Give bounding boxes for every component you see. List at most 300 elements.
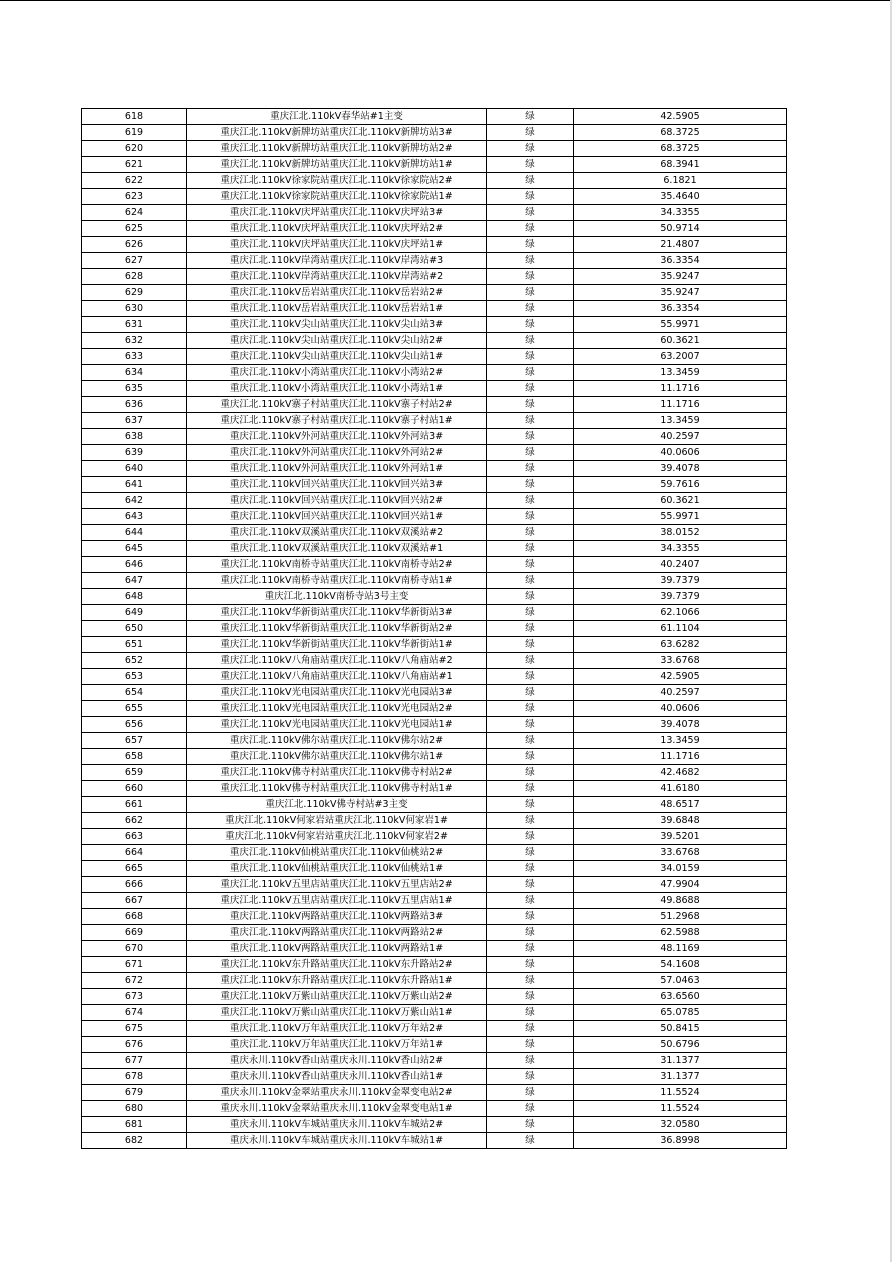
row-number-cell: 650 — [82, 621, 187, 637]
status-color-cell: 绿 — [487, 861, 574, 877]
table-row — [82, 1101, 787, 1117]
table-row — [82, 301, 787, 317]
row-number-cell: 654 — [82, 685, 187, 701]
row-number-cell: 656 — [82, 717, 187, 733]
row-number-cell: 618 — [82, 109, 187, 125]
value-cell: 48.1169 — [574, 941, 787, 957]
table-row — [82, 477, 787, 493]
value-cell: 42.5905 — [574, 109, 787, 125]
status-color-cell: 绿 — [487, 893, 574, 909]
row-number-cell: 679 — [82, 1085, 187, 1101]
station-name-cell: 重庆江北.110kV尖山站重庆江北.110kV尖山站2# — [187, 333, 487, 349]
value-cell: 40.0606 — [574, 701, 787, 717]
row-number-cell: 659 — [82, 765, 187, 781]
station-name-cell: 重庆江北.110kV庆坪站重庆江北.110kV庆坪站3# — [187, 205, 487, 221]
row-number-cell: 665 — [82, 861, 187, 877]
row-number-cell: 667 — [82, 893, 187, 909]
row-number-cell: 629 — [82, 285, 187, 301]
value-cell: 68.3725 — [574, 125, 787, 141]
table-row — [82, 829, 787, 845]
status-color-cell: 绿 — [487, 637, 574, 653]
row-number-cell: 653 — [82, 669, 187, 685]
table-row — [82, 1037, 787, 1053]
row-number-cell: 636 — [82, 397, 187, 413]
table-row — [82, 1053, 787, 1069]
status-color-cell: 绿 — [487, 1021, 574, 1037]
value-cell: 34.3355 — [574, 541, 787, 557]
status-color-cell: 绿 — [487, 653, 574, 669]
row-number-cell: 635 — [82, 381, 187, 397]
table-row — [82, 1069, 787, 1085]
status-color-cell: 绿 — [487, 573, 574, 589]
row-number-cell: 662 — [82, 813, 187, 829]
value-cell: 60.3621 — [574, 333, 787, 349]
table-row — [82, 1085, 787, 1101]
table-row — [82, 605, 787, 621]
table-row — [82, 861, 787, 877]
station-name-cell: 重庆江北.110kV佛尔站重庆江北.110kV佛尔站1# — [187, 749, 487, 765]
station-name-cell: 重庆江北.110kV华新街站重庆江北.110kV华新街站2# — [187, 621, 487, 637]
station-name-cell: 重庆江北.110kV回兴站重庆江北.110kV回兴站3# — [187, 477, 487, 493]
value-cell: 65.0785 — [574, 1005, 787, 1021]
value-cell: 48.6517 — [574, 797, 787, 813]
table-row — [82, 573, 787, 589]
status-color-cell: 绿 — [487, 1069, 574, 1085]
station-name-cell: 重庆江北.110kV新牌坊站重庆江北.110kV新牌坊站3# — [187, 125, 487, 141]
row-number-cell: 652 — [82, 653, 187, 669]
station-name-cell: 重庆江北.110kV寨子村站重庆江北.110kV寨子村站2# — [187, 397, 487, 413]
station-name-cell: 重庆江北.110kV小湾站重庆江北.110kV小湾站2# — [187, 365, 487, 381]
value-cell: 31.1377 — [574, 1053, 787, 1069]
station-name-cell: 重庆江北.110kV万年站重庆江北.110kV万年站1# — [187, 1037, 487, 1053]
row-number-cell: 674 — [82, 1005, 187, 1021]
station-name-cell: 重庆江北.110kV尖山站重庆江北.110kV尖山站1# — [187, 349, 487, 365]
table-row — [82, 733, 787, 749]
value-cell: 42.5905 — [574, 669, 787, 685]
station-name-cell: 重庆江北.110kV新牌坊站重庆江北.110kV新牌坊站2# — [187, 141, 487, 157]
station-name-cell: 重庆江北.110kV东升路站重庆江北.110kV东升路站1# — [187, 973, 487, 989]
status-color-cell: 绿 — [487, 557, 574, 573]
row-number-cell: 621 — [82, 157, 187, 173]
station-name-cell: 重庆永川.110kV车城站重庆永川.110kV车城站1# — [187, 1133, 487, 1149]
station-name-cell: 重庆江北.110kV外河站重庆江北.110kV外河站3# — [187, 429, 487, 445]
station-name-cell: 重庆江北.110kV春华站#1主变 — [187, 109, 487, 125]
station-name-cell: 重庆永川.110kV金翠站重庆永川.110kV金翠变电站1# — [187, 1101, 487, 1117]
table-row — [82, 813, 787, 829]
station-name-cell: 重庆江北.110kV南桥寺站重庆江北.110kV南桥寺站2# — [187, 557, 487, 573]
status-color-cell: 绿 — [487, 189, 574, 205]
value-cell: 40.2407 — [574, 557, 787, 573]
table-row — [82, 349, 787, 365]
value-cell: 39.7379 — [574, 589, 787, 605]
row-number-cell: 645 — [82, 541, 187, 557]
status-color-cell: 绿 — [487, 685, 574, 701]
table-row — [82, 141, 787, 157]
table-row — [82, 1005, 787, 1021]
status-color-cell: 绿 — [487, 973, 574, 989]
status-color-cell: 绿 — [487, 701, 574, 717]
station-name-cell: 重庆江北.110kV佛寺村站#3主变 — [187, 797, 487, 813]
table-row — [82, 637, 787, 653]
row-number-cell: 632 — [82, 333, 187, 349]
status-color-cell: 绿 — [487, 1005, 574, 1021]
table-row — [82, 493, 787, 509]
table-row — [82, 781, 787, 797]
status-color-cell: 绿 — [487, 717, 574, 733]
status-color-cell: 绿 — [487, 221, 574, 237]
table-row — [82, 1133, 787, 1149]
status-color-cell: 绿 — [487, 813, 574, 829]
table-row — [82, 253, 787, 269]
row-number-cell: 668 — [82, 909, 187, 925]
value-cell: 34.0159 — [574, 861, 787, 877]
station-name-cell: 重庆江北.110kV外河站重庆江北.110kV外河站2# — [187, 445, 487, 461]
station-name-cell: 重庆江北.110kV佛尔站重庆江北.110kV佛尔站2# — [187, 733, 487, 749]
table-row — [82, 797, 787, 813]
status-color-cell: 绿 — [487, 493, 574, 509]
value-cell: 68.3725 — [574, 141, 787, 157]
page-top-rule — [0, 0, 892, 1]
status-color-cell: 绿 — [487, 333, 574, 349]
row-number-cell: 671 — [82, 957, 187, 973]
table-row — [82, 173, 787, 189]
status-color-cell: 绿 — [487, 381, 574, 397]
status-color-cell: 绿 — [487, 429, 574, 445]
station-name-cell: 重庆永川.110kV金翠站重庆永川.110kV金翠变电站2# — [187, 1085, 487, 1101]
station-name-cell: 重庆江北.110kV双溪站重庆江北.110kV双溪站#1 — [187, 541, 487, 557]
status-color-cell: 绿 — [487, 237, 574, 253]
table-row — [82, 109, 787, 125]
value-cell: 13.3459 — [574, 365, 787, 381]
row-number-cell: 681 — [82, 1117, 187, 1133]
table-row — [82, 717, 787, 733]
station-name-cell: 重庆江北.110kV何家岩站重庆江北.110kV何家岩2# — [187, 829, 487, 845]
station-name-cell: 重庆江北.110kV庆坪站重庆江北.110kV庆坪站1# — [187, 237, 487, 253]
row-number-cell: 658 — [82, 749, 187, 765]
table-row — [82, 749, 787, 765]
station-name-cell: 重庆江北.110kV岸湾站重庆江北.110kV岸湾站#3 — [187, 253, 487, 269]
value-cell: 11.1716 — [574, 397, 787, 413]
value-cell: 39.5201 — [574, 829, 787, 845]
table-row — [82, 333, 787, 349]
value-cell: 41.6180 — [574, 781, 787, 797]
status-color-cell: 绿 — [487, 829, 574, 845]
station-name-cell: 重庆永川.110kV车城站重庆永川.110kV车城站2# — [187, 1117, 487, 1133]
row-number-cell: 626 — [82, 237, 187, 253]
station-name-cell: 重庆永川.110kV香山站重庆永川.110kV香山站1# — [187, 1069, 487, 1085]
value-cell: 35.9247 — [574, 285, 787, 301]
value-cell: 55.9971 — [574, 509, 787, 525]
table-row — [82, 845, 787, 861]
row-number-cell: 664 — [82, 845, 187, 861]
status-color-cell: 绿 — [487, 1101, 574, 1117]
table-row — [82, 653, 787, 669]
status-color-cell: 绿 — [487, 605, 574, 621]
value-cell: 63.6282 — [574, 637, 787, 653]
value-cell: 13.3459 — [574, 733, 787, 749]
row-number-cell: 620 — [82, 141, 187, 157]
status-color-cell: 绿 — [487, 925, 574, 941]
row-number-cell: 678 — [82, 1069, 187, 1085]
value-cell: 61.1104 — [574, 621, 787, 637]
value-cell: 62.1066 — [574, 605, 787, 621]
value-cell: 32.0580 — [574, 1117, 787, 1133]
row-number-cell: 648 — [82, 589, 187, 605]
status-color-cell: 绿 — [487, 317, 574, 333]
row-number-cell: 666 — [82, 877, 187, 893]
value-cell: 40.0606 — [574, 445, 787, 461]
row-number-cell: 675 — [82, 1021, 187, 1037]
value-cell: 51.2968 — [574, 909, 787, 925]
station-name-cell: 重庆江北.110kV仙桃站重庆江北.110kV仙桃站1# — [187, 861, 487, 877]
value-cell: 13.3459 — [574, 413, 787, 429]
station-name-cell: 重庆永川.110kV香山站重庆永川.110kV香山站2# — [187, 1053, 487, 1069]
row-number-cell: 644 — [82, 525, 187, 541]
value-cell: 39.6848 — [574, 813, 787, 829]
station-name-cell: 重庆江北.110kV万紫山站重庆江北.110kV万紫山站2# — [187, 989, 487, 1005]
station-name-cell: 重庆江北.110kV岳岩站重庆江北.110kV岳岩站2# — [187, 285, 487, 301]
station-name-cell: 重庆江北.110kV尖山站重庆江北.110kV尖山站3# — [187, 317, 487, 333]
table-row — [82, 957, 787, 973]
station-name-cell: 重庆江北.110kV佛寺村站重庆江北.110kV佛寺村站2# — [187, 765, 487, 781]
value-cell: 33.6768 — [574, 845, 787, 861]
table-row — [82, 557, 787, 573]
station-name-cell: 重庆江北.110kV华新街站重庆江北.110kV华新街站3# — [187, 605, 487, 621]
row-number-cell: 649 — [82, 605, 187, 621]
status-color-cell: 绿 — [487, 301, 574, 317]
status-color-cell: 绿 — [487, 413, 574, 429]
table-row — [82, 909, 787, 925]
status-color-cell: 绿 — [487, 1085, 574, 1101]
station-name-cell: 重庆江北.110kV万紫山站重庆江北.110kV万紫山站1# — [187, 1005, 487, 1021]
value-cell: 40.2597 — [574, 429, 787, 445]
row-number-cell: 661 — [82, 797, 187, 813]
status-color-cell: 绿 — [487, 589, 574, 605]
value-cell: 6.1821 — [574, 173, 787, 189]
status-color-cell: 绿 — [487, 125, 574, 141]
row-number-cell: 637 — [82, 413, 187, 429]
status-color-cell: 绿 — [487, 141, 574, 157]
station-name-cell: 重庆江北.110kV小湾站重庆江北.110kV小湾站1# — [187, 381, 487, 397]
table-row — [82, 269, 787, 285]
value-cell: 50.8415 — [574, 1021, 787, 1037]
station-name-cell: 重庆江北.110kV光电园站重庆江北.110kV光电园站3# — [187, 685, 487, 701]
data-table — [81, 108, 787, 1149]
status-color-cell: 绿 — [487, 765, 574, 781]
status-color-cell: 绿 — [487, 957, 574, 973]
value-cell: 60.3621 — [574, 493, 787, 509]
station-name-cell: 重庆江北.110kV两路站重庆江北.110kV两路站3# — [187, 909, 487, 925]
row-number-cell: 676 — [82, 1037, 187, 1053]
value-cell: 34.3355 — [574, 205, 787, 221]
table-row — [82, 877, 787, 893]
row-number-cell: 631 — [82, 317, 187, 333]
value-cell: 39.7379 — [574, 573, 787, 589]
status-color-cell: 绿 — [487, 509, 574, 525]
table-row — [82, 237, 787, 253]
row-number-cell: 682 — [82, 1133, 187, 1149]
status-color-cell: 绿 — [487, 285, 574, 301]
station-name-cell: 重庆江北.110kV佛寺村站重庆江北.110kV佛寺村站1# — [187, 781, 487, 797]
status-color-cell: 绿 — [487, 733, 574, 749]
row-number-cell: 638 — [82, 429, 187, 445]
row-number-cell: 651 — [82, 637, 187, 653]
table-row — [82, 893, 787, 909]
status-color-cell: 绿 — [487, 397, 574, 413]
station-name-cell: 重庆江北.110kV东升路站重庆江北.110kV东升路站2# — [187, 957, 487, 973]
value-cell: 35.4640 — [574, 189, 787, 205]
table-row — [82, 973, 787, 989]
table-row — [82, 413, 787, 429]
table-row — [82, 701, 787, 717]
station-name-cell: 重庆江北.110kV何家岩站重庆江北.110kV何家岩1# — [187, 813, 487, 829]
station-name-cell: 重庆江北.110kV仙桃站重庆江北.110kV仙桃站2# — [187, 845, 487, 861]
status-color-cell: 绿 — [487, 525, 574, 541]
station-name-cell: 重庆江北.110kV八角庙站重庆江北.110kV八角庙站#2 — [187, 653, 487, 669]
station-name-cell: 重庆江北.110kV五里店站重庆江北.110kV五里店站2# — [187, 877, 487, 893]
row-number-cell: 640 — [82, 461, 187, 477]
row-number-cell: 641 — [82, 477, 187, 493]
station-name-cell: 重庆江北.110kV南桥寺站3号主变 — [187, 589, 487, 605]
status-color-cell: 绿 — [487, 461, 574, 477]
table-row — [82, 925, 787, 941]
row-number-cell: 625 — [82, 221, 187, 237]
station-name-cell: 重庆江北.110kV岳岩站重庆江北.110kV岳岩站1# — [187, 301, 487, 317]
value-cell: 36.3354 — [574, 301, 787, 317]
table-row — [82, 285, 787, 301]
value-cell: 68.3941 — [574, 157, 787, 173]
row-number-cell: 673 — [82, 989, 187, 1005]
table-row — [82, 669, 787, 685]
status-color-cell: 绿 — [487, 941, 574, 957]
status-color-cell: 绿 — [487, 797, 574, 813]
table-row — [82, 1021, 787, 1037]
value-cell: 21.4807 — [574, 237, 787, 253]
value-cell: 59.7616 — [574, 477, 787, 493]
row-number-cell: 660 — [82, 781, 187, 797]
value-cell: 31.1377 — [574, 1069, 787, 1085]
row-number-cell: 646 — [82, 557, 187, 573]
status-color-cell: 绿 — [487, 1037, 574, 1053]
status-color-cell: 绿 — [487, 365, 574, 381]
status-color-cell: 绿 — [487, 253, 574, 269]
row-number-cell: 634 — [82, 365, 187, 381]
status-color-cell: 绿 — [487, 877, 574, 893]
station-name-cell: 重庆江北.110kV外河站重庆江北.110kV外河站1# — [187, 461, 487, 477]
table-row — [82, 525, 787, 541]
row-number-cell: 655 — [82, 701, 187, 717]
status-color-cell: 绿 — [487, 749, 574, 765]
station-name-cell: 重庆江北.110kV岸湾站重庆江北.110kV岸湾站#2 — [187, 269, 487, 285]
table-row — [82, 541, 787, 557]
table-row — [82, 445, 787, 461]
value-cell: 62.5988 — [574, 925, 787, 941]
station-name-cell: 重庆江北.110kV回兴站重庆江北.110kV回兴站2# — [187, 493, 487, 509]
table-row — [82, 125, 787, 141]
status-color-cell: 绿 — [487, 269, 574, 285]
value-cell: 11.1716 — [574, 749, 787, 765]
row-number-cell: 669 — [82, 925, 187, 941]
value-cell: 11.5524 — [574, 1085, 787, 1101]
station-name-cell: 重庆江北.110kV南桥寺站重庆江北.110kV南桥寺站1# — [187, 573, 487, 589]
value-cell: 55.9971 — [574, 317, 787, 333]
value-cell: 49.8688 — [574, 893, 787, 909]
row-number-cell: 627 — [82, 253, 187, 269]
row-number-cell: 633 — [82, 349, 187, 365]
value-cell: 39.4078 — [574, 717, 787, 733]
status-color-cell: 绿 — [487, 1053, 574, 1069]
status-color-cell: 绿 — [487, 541, 574, 557]
table-row — [82, 941, 787, 957]
table-row — [82, 397, 787, 413]
row-number-cell: 623 — [82, 189, 187, 205]
row-number-cell: 670 — [82, 941, 187, 957]
table-row — [82, 221, 787, 237]
value-cell: 36.3354 — [574, 253, 787, 269]
row-number-cell: 672 — [82, 973, 187, 989]
status-color-cell: 绿 — [487, 173, 574, 189]
table-row — [82, 989, 787, 1005]
table-row — [82, 1117, 787, 1133]
station-name-cell: 重庆江北.110kV光电园站重庆江北.110kV光电园站1# — [187, 717, 487, 733]
table-row — [82, 589, 787, 605]
row-number-cell: 677 — [82, 1053, 187, 1069]
row-number-cell: 657 — [82, 733, 187, 749]
value-cell: 39.4078 — [574, 461, 787, 477]
status-color-cell: 绿 — [487, 205, 574, 221]
value-cell: 57.0463 — [574, 973, 787, 989]
value-cell: 33.6768 — [574, 653, 787, 669]
value-cell: 11.1716 — [574, 381, 787, 397]
table-row — [82, 461, 787, 477]
table-body — [82, 109, 787, 1149]
status-color-cell: 绿 — [487, 989, 574, 1005]
status-color-cell: 绿 — [487, 1133, 574, 1149]
value-cell: 47.9904 — [574, 877, 787, 893]
station-name-cell: 重庆江北.110kV两路站重庆江北.110kV两路站2# — [187, 925, 487, 941]
table-row — [82, 157, 787, 173]
row-number-cell: 619 — [82, 125, 187, 141]
row-number-cell: 639 — [82, 445, 187, 461]
row-number-cell: 642 — [82, 493, 187, 509]
table-row — [82, 365, 787, 381]
value-cell: 38.0152 — [574, 525, 787, 541]
status-color-cell: 绿 — [487, 621, 574, 637]
value-cell: 40.2597 — [574, 685, 787, 701]
station-name-cell: 重庆江北.110kV双溪站重庆江北.110kV双溪站#2 — [187, 525, 487, 541]
status-color-cell: 绿 — [487, 1117, 574, 1133]
status-color-cell: 绿 — [487, 669, 574, 685]
station-name-cell: 重庆江北.110kV光电园站重庆江北.110kV光电园站2# — [187, 701, 487, 717]
status-color-cell: 绿 — [487, 349, 574, 365]
status-color-cell: 绿 — [487, 845, 574, 861]
status-color-cell: 绿 — [487, 109, 574, 125]
value-cell: 63.2007 — [574, 349, 787, 365]
table-row — [82, 621, 787, 637]
table-row — [82, 381, 787, 397]
status-color-cell: 绿 — [487, 445, 574, 461]
station-name-cell: 重庆江北.110kV徐家院站重庆江北.110kV徐家院站2# — [187, 173, 487, 189]
station-name-cell: 重庆江北.110kV八角庙站重庆江北.110kV八角庙站#1 — [187, 669, 487, 685]
status-color-cell: 绿 — [487, 781, 574, 797]
row-number-cell: 622 — [82, 173, 187, 189]
value-cell: 50.6796 — [574, 1037, 787, 1053]
status-color-cell: 绿 — [487, 909, 574, 925]
station-name-cell: 重庆江北.110kV万年站重庆江北.110kV万年站2# — [187, 1021, 487, 1037]
station-name-cell: 重庆江北.110kV回兴站重庆江北.110kV回兴站1# — [187, 509, 487, 525]
row-number-cell: 630 — [82, 301, 187, 317]
station-name-cell: 重庆江北.110kV两路站重庆江北.110kV两路站1# — [187, 941, 487, 957]
